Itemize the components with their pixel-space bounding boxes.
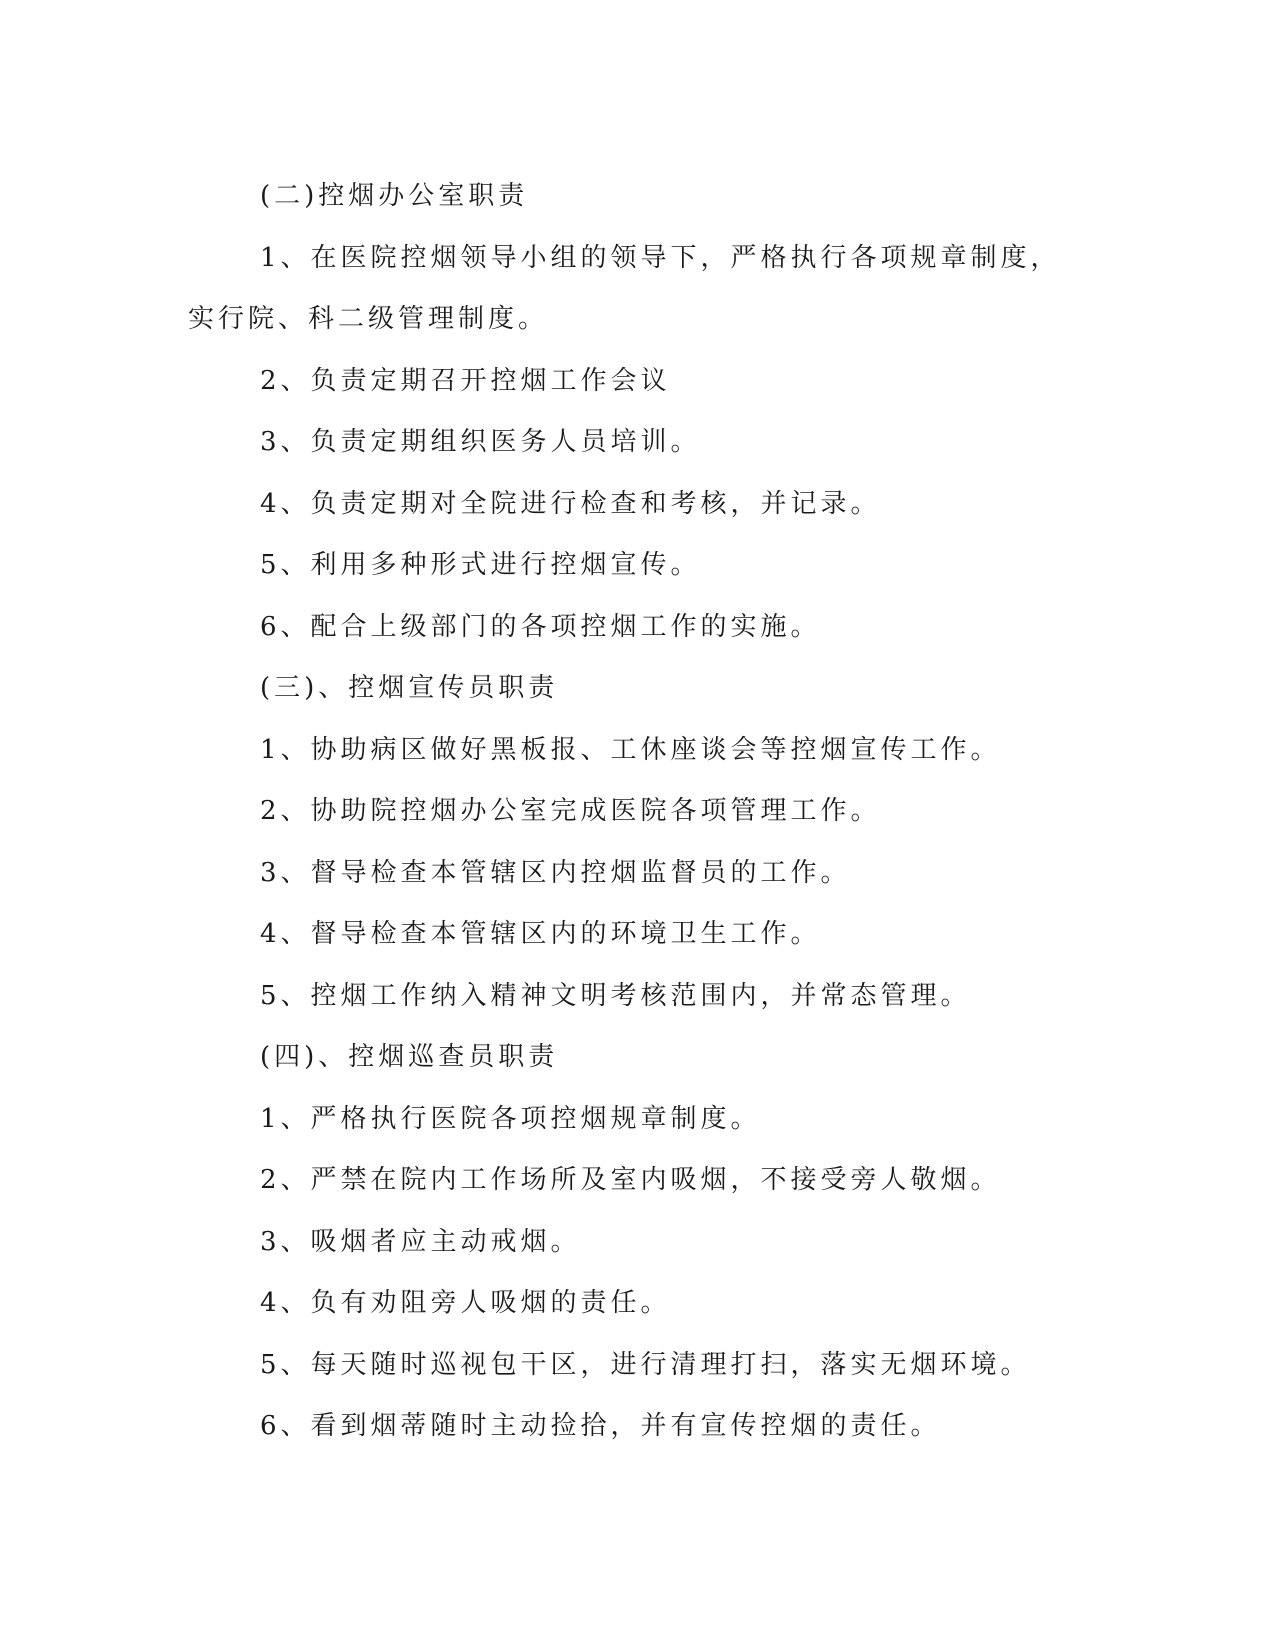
section-heading-office: (二)控烟办公室职责 bbox=[260, 181, 529, 211]
paragraph: 4、督导检查本管辖区内的环境卫生工作。 bbox=[260, 919, 821, 949]
paragraph: 2、严禁在院内工作场所及室内吸烟，不接受旁人敬烟。 bbox=[260, 1165, 1001, 1195]
paragraph: 1、在医院控烟领导小组的领导下，严格执行各项规章制度，实行院、科二级管理制度。 bbox=[188, 242, 1061, 334]
paragraph: 2、协助院控烟办公室完成医院各项管理工作。 bbox=[260, 796, 881, 826]
paragraph: 5、控烟工作纳入精神文明考核范围内，并常态管理。 bbox=[260, 980, 971, 1011]
document-body bbox=[188, 166, 1068, 1458]
paragraph: 3、吸烟者应主动戒烟。 bbox=[260, 1226, 581, 1257]
paragraph: 5、每天随时巡视包干区，进行清理打扫，落实无烟环境。 bbox=[260, 1349, 1031, 1380]
paragraph: 3、督导检查本管辖区内控烟监督员的工作。 bbox=[260, 857, 851, 888]
paragraph: 4、负责定期对全院进行检查和考核，并记录。 bbox=[260, 488, 881, 519]
paragraph: 3、负责定期组织医务人员培训。 bbox=[260, 427, 701, 457]
paragraph: 1、严格执行医院各项控烟规章制度。 bbox=[260, 1103, 761, 1134]
paragraph: 4、负有劝阻旁人吸烟的责任。 bbox=[260, 1288, 671, 1318]
paragraph: 6、配合上级部门的各项控烟工作的实施。 bbox=[260, 611, 821, 642]
paragraph: 6、看到烟蒂随时主动捡拾，并有宣传控烟的责任。 bbox=[260, 1411, 941, 1441]
section-heading-patrol: (四)、控烟巡查员职责 bbox=[260, 1042, 559, 1072]
section-heading-publicity: (三)、控烟宣传员职责 bbox=[260, 673, 559, 703]
paragraph: 2、负责定期召开控烟工作会议 bbox=[260, 365, 671, 396]
paragraph: 5、利用多种形式进行控烟宣传。 bbox=[260, 550, 701, 580]
paragraph: 1、协助病区做好黑板报、工休座谈会等控烟宣传工作。 bbox=[260, 734, 1001, 765]
